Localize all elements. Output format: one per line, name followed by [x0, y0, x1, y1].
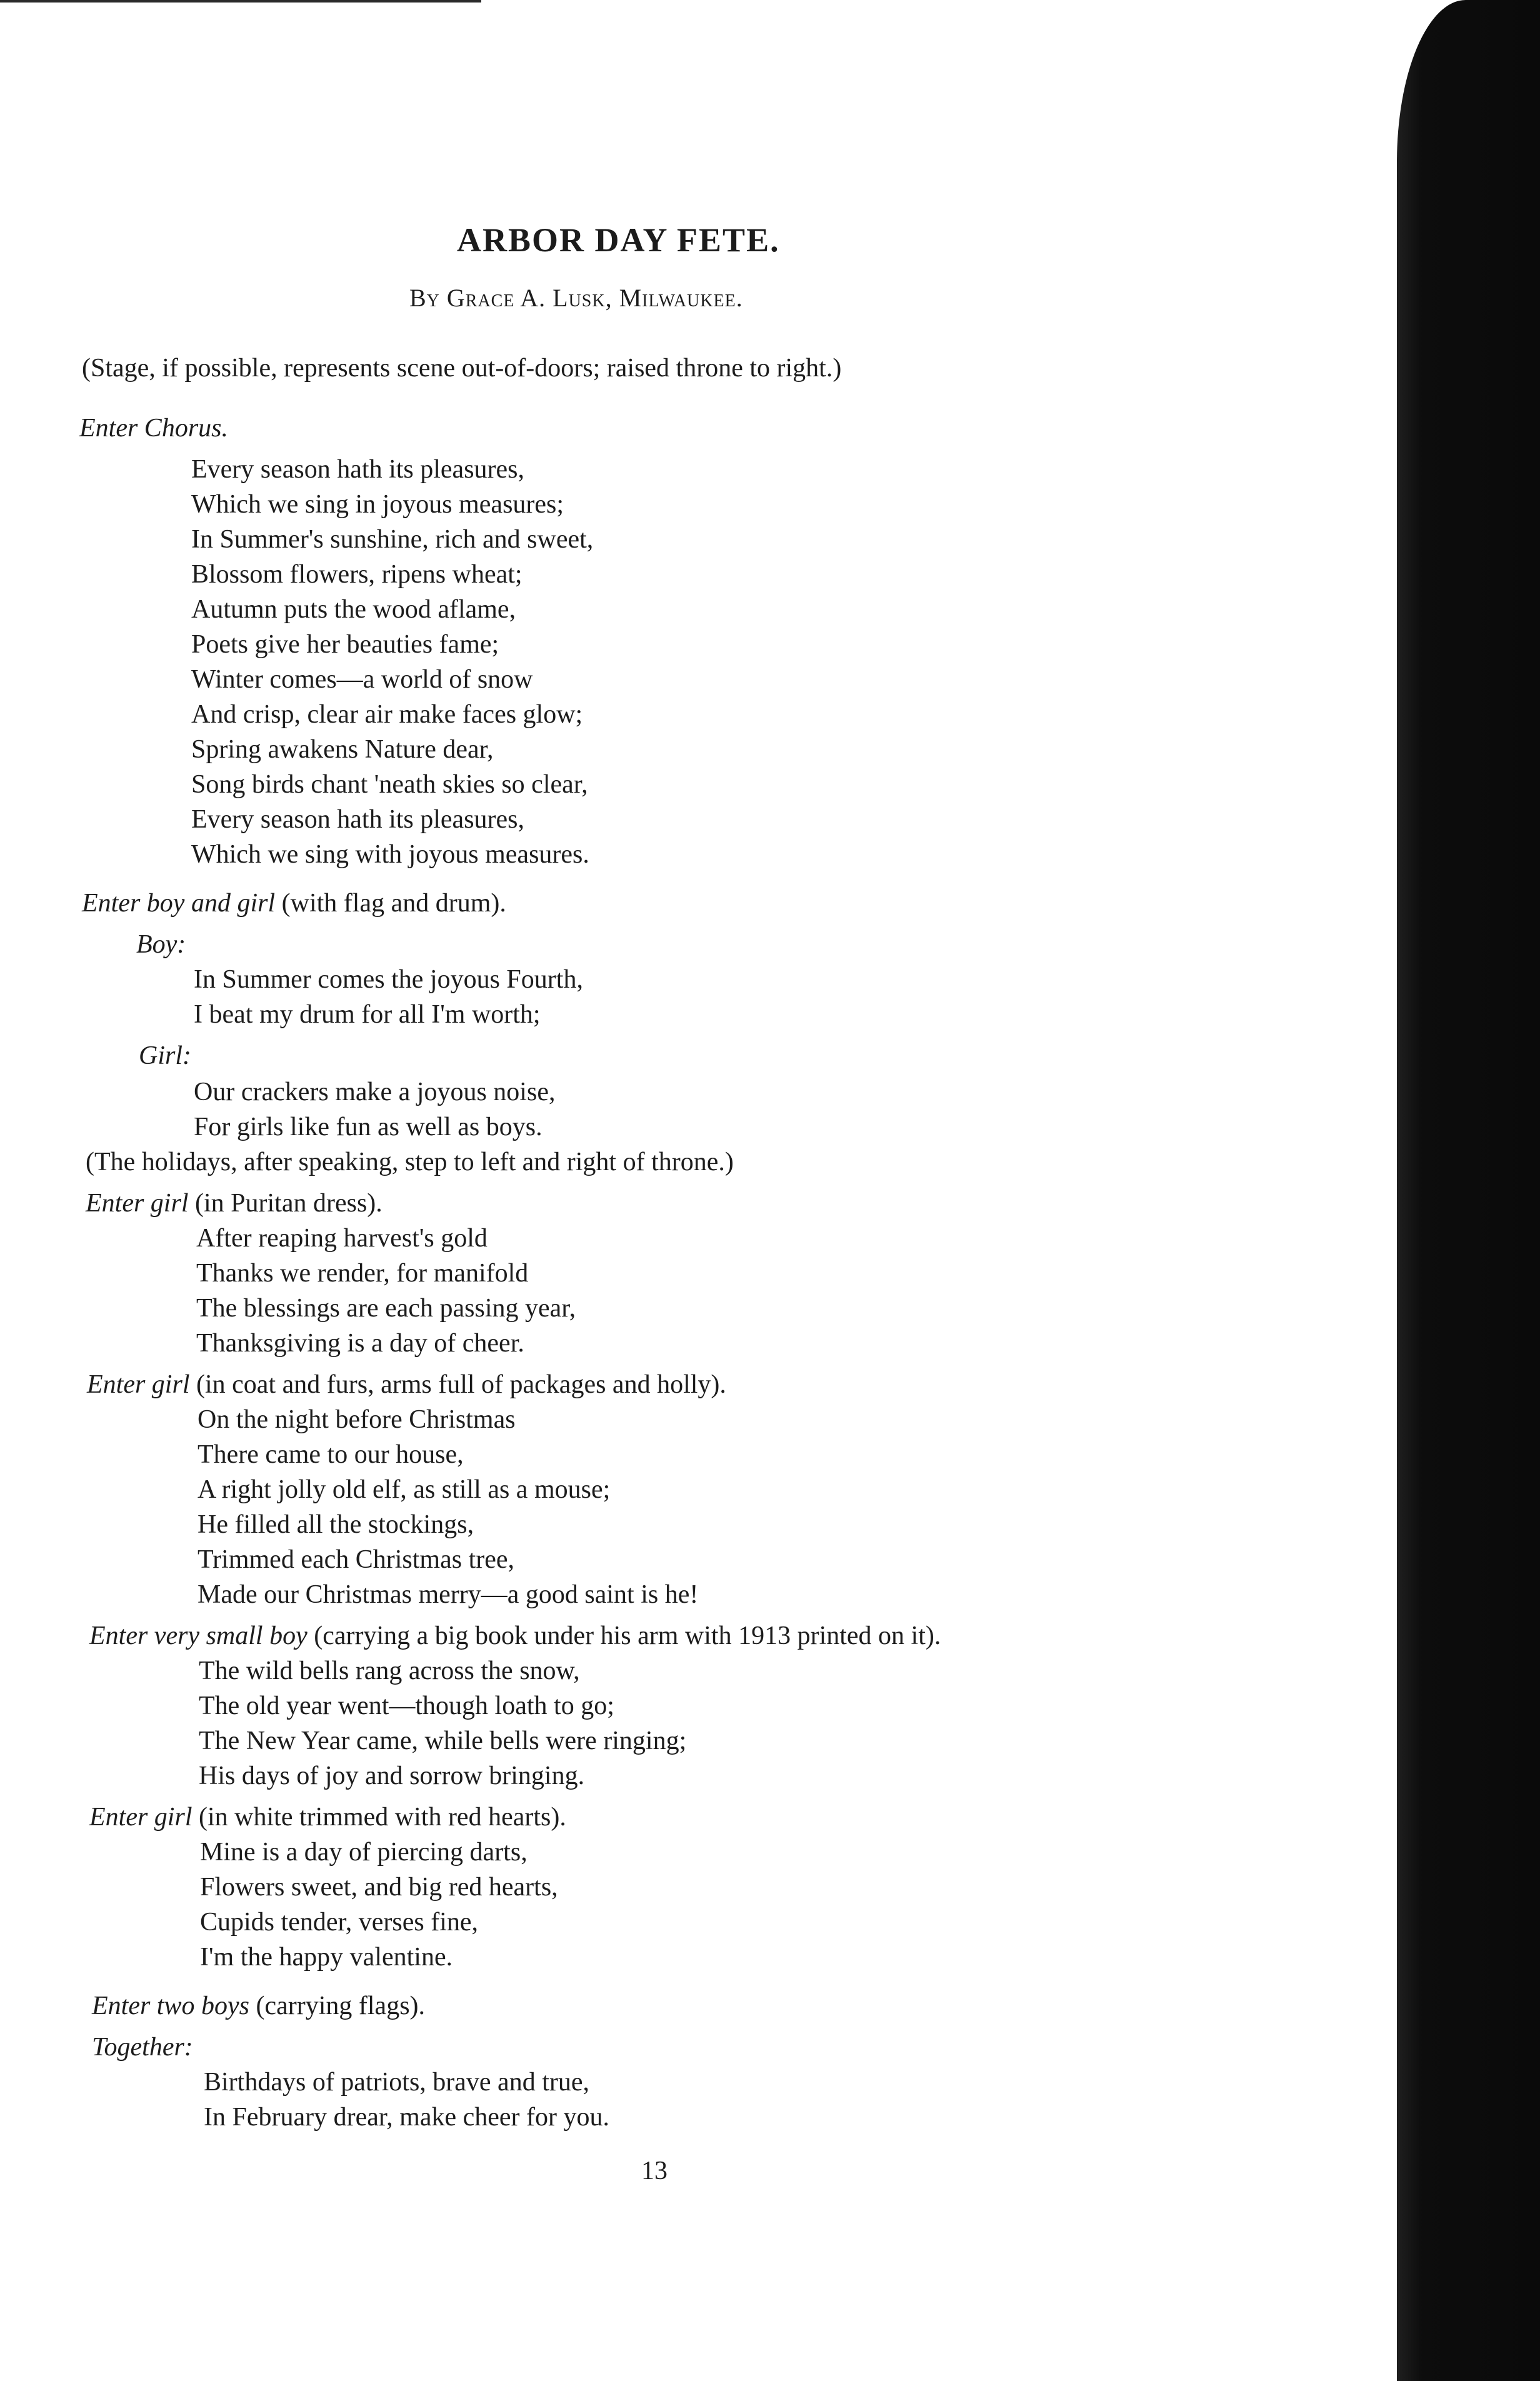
together-label: Together:	[92, 2033, 193, 2062]
verse-line: After reaping harvest's gold	[196, 1224, 488, 1253]
verse-line: Thanks we render, for manifold	[196, 1259, 529, 1288]
puritan-cue	[86, 1190, 382, 1216]
cue-rest: (with flag and drum).	[275, 889, 506, 918]
verse-line: For girls like fun as well as boys.	[194, 1113, 542, 1141]
verse-line: Our crackers make a joyous noise,	[194, 1078, 556, 1106]
verse-line: In February drear, make cheer for you.	[204, 2103, 610, 2132]
cue-italic: Enter boy and girl	[82, 889, 276, 918]
chorus-line: Autumn puts the wood aflame,	[191, 595, 516, 624]
verse-line: Thanksgiving is a day of cheer.	[196, 1329, 524, 1358]
verse-line: On the night before Christmas	[198, 1405, 516, 1434]
verse-line: I beat my drum for all I'm worth;	[194, 1000, 541, 1029]
chorus-line: Every season hath its pleasures,	[191, 455, 525, 484]
cue-rest: (in white trimmed with red hearts).	[192, 1803, 566, 1832]
verse-line: His days of joy and sorrow bringing.	[199, 1762, 585, 1790]
girl-label: Girl:	[139, 1041, 191, 1070]
verse-line: He filled all the stockings,	[198, 1510, 474, 1539]
valentine-cue	[89, 1804, 566, 1830]
chorus-line: Which we sing with joyous measures.	[191, 840, 589, 869]
verse-line: There came to our house,	[198, 1440, 464, 1469]
verse-line: I'm the happy valentine.	[200, 1943, 453, 1972]
cue-rest: (in coat and furs, arms full of packages and holly).	[189, 1370, 726, 1399]
chorus-line: Which we sing in joyous measures;	[191, 490, 564, 519]
verse-line: The old year went—though loath to go;	[199, 1692, 614, 1720]
page-edge-shadow	[1397, 0, 1540, 2381]
page-title: ARBOR DAY FETE.	[457, 221, 780, 259]
verse-line: Flowers sweet, and big red hearts,	[200, 1873, 558, 1902]
top-rule	[0, 0, 481, 3]
chorus-line: Poets give her beauties fame;	[191, 630, 499, 659]
chorus-line: Spring awakens Nature dear,	[191, 735, 494, 764]
verse-line: In Summer comes the joyous Fourth,	[194, 965, 583, 994]
cue-italic: Enter very small boy	[89, 1622, 308, 1650]
verse-line: Cupids tender, verses fine,	[200, 1908, 479, 1937]
boy-label: Boy:	[136, 930, 186, 959]
verse-line: The blessings are each passing year,	[196, 1294, 576, 1323]
two-boys-cue	[92, 1993, 425, 2019]
boy-girl-cue	[82, 890, 506, 916]
cue-italic: Enter girl	[86, 1189, 189, 1218]
chorus-line: Song birds chant 'neath skies so clear,	[191, 770, 588, 799]
page-number: 13	[641, 2157, 668, 2185]
verse-line: Trimmed each Christmas tree,	[198, 1545, 515, 1574]
verse-line: The wild bells rang across the snow,	[199, 1657, 580, 1685]
verse-line: A right jolly old elf, as still as a mouse;	[198, 1475, 611, 1504]
cue-italic: Enter girl	[89, 1803, 192, 1832]
chorus-line: Winter comes—a world of snow	[191, 665, 533, 694]
chorus-cue: Enter Chorus.	[79, 414, 229, 443]
verse-line: The New Year came, while bells were ringing;	[199, 1727, 687, 1755]
cue-italic: Enter two boys	[92, 1992, 249, 2020]
christmas-cue	[87, 1371, 726, 1398]
chorus-line: Blossom flowers, ripens wheat;	[191, 560, 522, 589]
new-year-cue	[89, 1623, 941, 1649]
chorus-line: In Summer's sunshine, rich and sweet,	[191, 525, 594, 554]
verse-line: Made our Christmas merry—a good saint is he!	[198, 1580, 699, 1609]
chorus-line: And crisp, clear air make faces glow;	[191, 700, 583, 729]
verse-line: Mine is a day of piercing darts,	[200, 1838, 528, 1867]
byline: By Grace A. Lusk, Milwaukee.	[409, 284, 743, 312]
verse-line: Birthdays of patriots, brave and true,	[204, 2068, 589, 2097]
holidays-note: (The holidays, after speaking, step to left and right of throne.)	[86, 1148, 734, 1176]
cue-rest: (in Puritan dress).	[188, 1189, 382, 1218]
chorus-line: Every season hath its pleasures,	[191, 805, 525, 834]
cue-rest: (carrying flags).	[249, 1992, 426, 2020]
cue-italic: Enter girl	[87, 1370, 190, 1399]
cue-rest: (carrying a big book under his arm with 1913 printed on it).	[307, 1622, 941, 1650]
stage-note: (Stage, if possible, represents scene out-of-doors; raised throne to right.)	[82, 354, 842, 383]
